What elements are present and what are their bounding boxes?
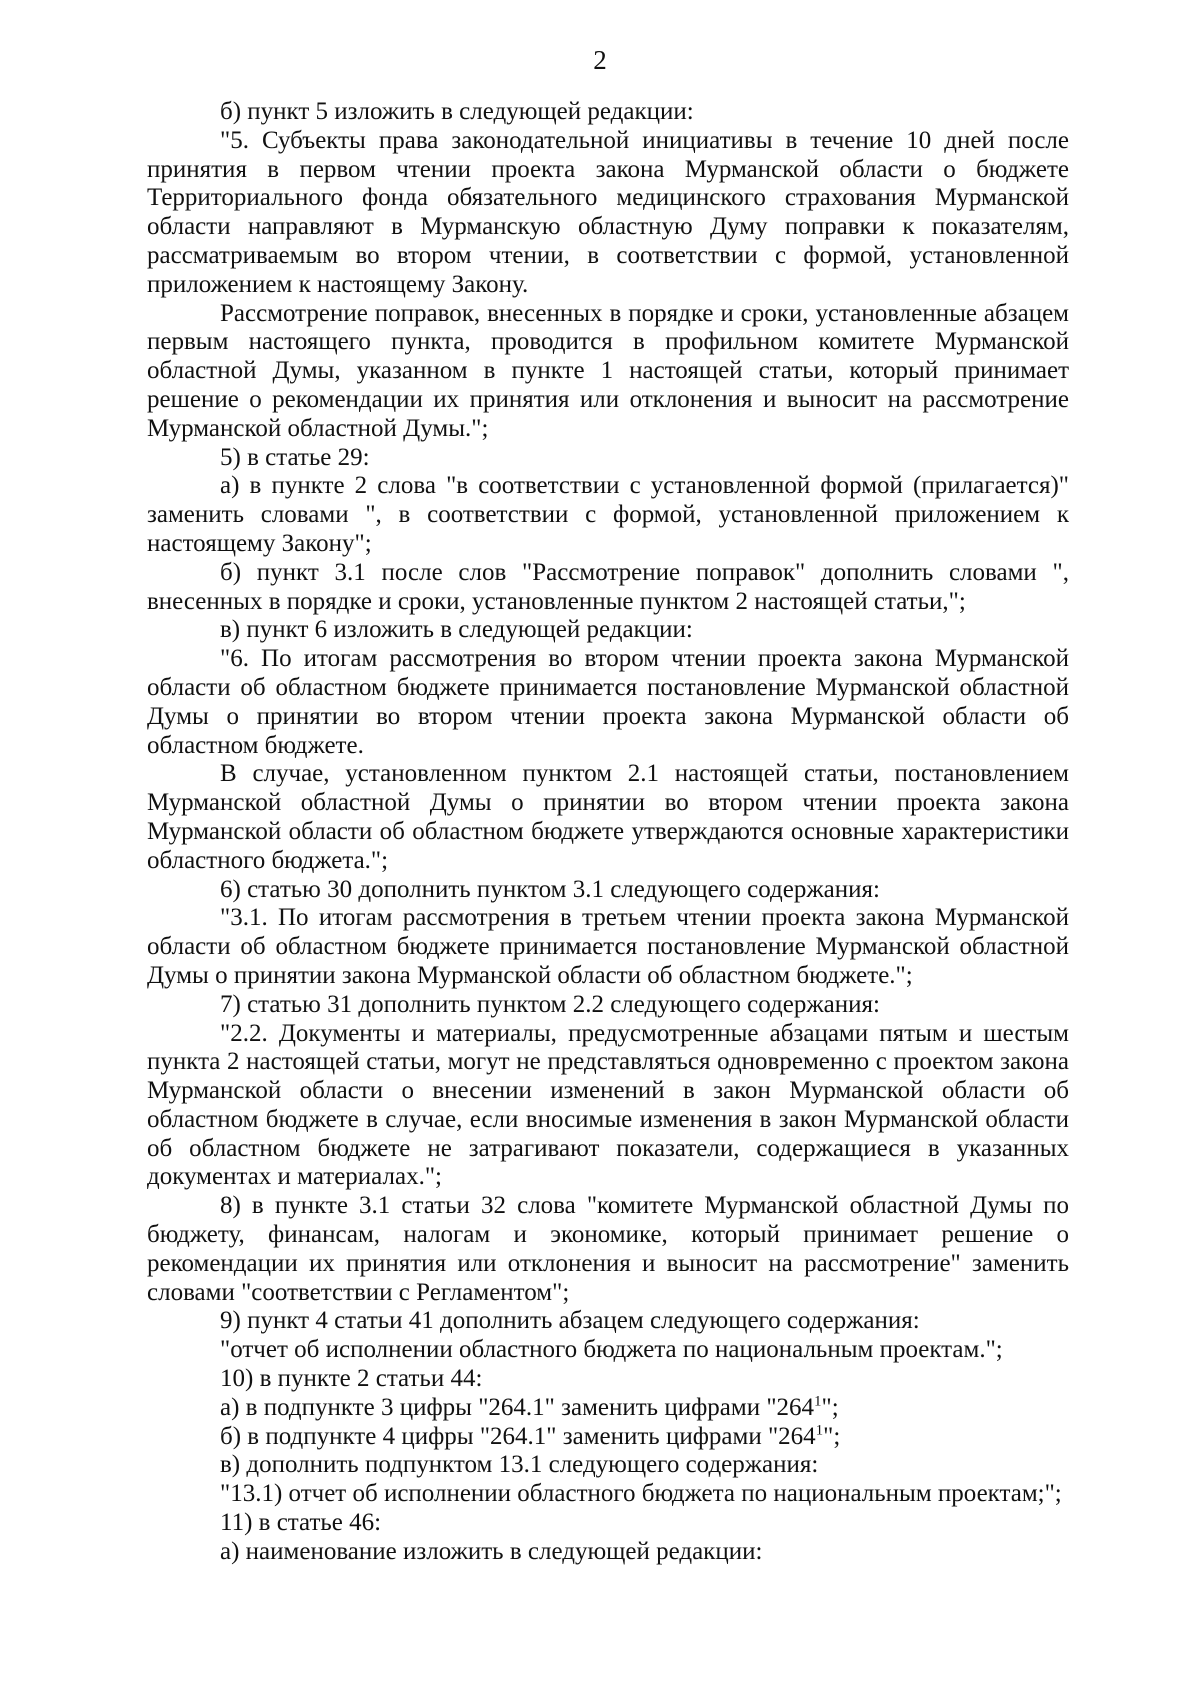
paragraph: "6. По итогам рассмотрения во втором чтении проекта закона Мурманской области об областном бюджете принимается постановление Мурманской областной Думы о принятии во втором чтении проекта закона Мурманской области об областном бюджете. [147,645,1069,759]
paragraph: 11) в статье 46: [220,1509,382,1537]
paragraph: в) дополнить подпунктом 13.1 следующего содержания: [220,1451,819,1479]
paragraph: "отчет об исполнении областного бюджета по национальным проектам."; [220,1336,1003,1364]
subitem-b-tail: "; [823,1422,841,1450]
paragraph: 5) в статье 29: [220,443,370,471]
paragraph: "3.1. По итогам рассмотрения в третьем чтении проекта закона Мурманской области об областном бюджете принимается постановление Мурманской областной Думы о принятии закона Мурманской области об областном бюджете."; [147,904,1069,989]
paragraph: Рассмотрение поправок, внесенных в порядке и сроки, установленные абзацем первым настоящего пункта, проводится в профильном комитете Мурманской областной Думы, указанном в пункте 1 настоящей статьи, который принимает решение о рекомендации их принятия или отклонения и выносит на рассмотрение Мурманской областной Думы."; [147,299,1069,442]
paragraph: "13.1) отчет об исполнении областного бюджета по национальным проектам;"; [220,1480,1062,1508]
paragraph: в) пункт 6 изложить в следующей редакции: [220,616,693,644]
paragraph: 10) в пункте 2 статьи 44: [220,1365,483,1393]
subitem-a-tail: "; [821,1393,839,1421]
paragraph: 9) пункт 4 статьи 41 дополнить абзацем следующего содержания: [220,1307,920,1335]
paragraph: "2.2. Документы и материалы, предусмотренные абзацами пятым и шестым пункта 2 настоящей статьи, могут не представляться одновременно с проектом закона Мурманской области о внесении изменений в закон Мурманской области об областном бюджете в случае, если вносимые изменения в закон Мурманской области об областном бюджете не затрагивают показатели, содержащиеся в указанных документах и материалах."; [147,1019,1069,1191]
paragraph: б) пункт 3.1 после слов "Рассмотрение поправок" дополнить словами ", внесенных в порядке и сроки, установленные пунктом 2 настоящей статьи,"; [147,558,1069,615]
superscript: 1 [814,1393,822,1410]
paragraph: б) пункт 5 изложить в следующей редакции: [220,98,694,125]
paragraph: а) в пункте 2 слова "в соответствии с установленной формой (прилагается)" заменить словами ", в соответствии с формой, установленной приложением к настоящему Закону"; [147,472,1069,557]
subitem-a-text: а) в подпункте 3 цифры "264.1" заменить цифрами "264 [220,1393,815,1421]
paragraph: "5. Субъекты права законодательной инициативы в течение 10 дней после принятия в первом чтении проекта закона Мурманской области о бюджете Территориального фонда обязательного медицинского страхования Мурманской области направляют в Мурманскую областную Думу поправки к показателям, рассматриваемым во втором чтении, в соответствии с формой, установленной приложением к настоящему Закону. [147,126,1069,298]
page-number: 2 [593,45,607,75]
paragraph-subitem-b [147,1423,1069,1452]
subitem-b-text: б) в подпункте 4 цифры "264.1" заменить цифрами "264 [220,1422,816,1450]
paragraph: В случае, установленном пунктом 2.1 настоящей статьи, постановлением Мурманской областной Думы о принятии во втором чтении проекта закона Мурманской области об областном бюджете утверждаются основные характеристики областного бюджета."; [147,760,1069,874]
paragraph-subitem-a [147,1394,1069,1423]
paragraph: а) наименование изложить в следующей редакции: [220,1537,763,1565]
paragraph: 6) статью 30 дополнить пунктом 3.1 следующего содержания: [220,875,880,903]
superscript: 1 [815,1422,824,1439]
paragraph: 7) статью 31 дополнить пунктом 2.2 следующего содержания: [220,990,880,1018]
document-body [147,98,1069,1567]
paragraph: 8) в пункте 3.1 статьи 32 слова "комитете Мурманской областной Думы по бюджету, финансам, налогам и экономике, который принимает решение о рекомендации их принятия или отклонения и выносит на рассмотрение" заменить словами "соответствии с Регламентом"; [147,1192,1069,1306]
